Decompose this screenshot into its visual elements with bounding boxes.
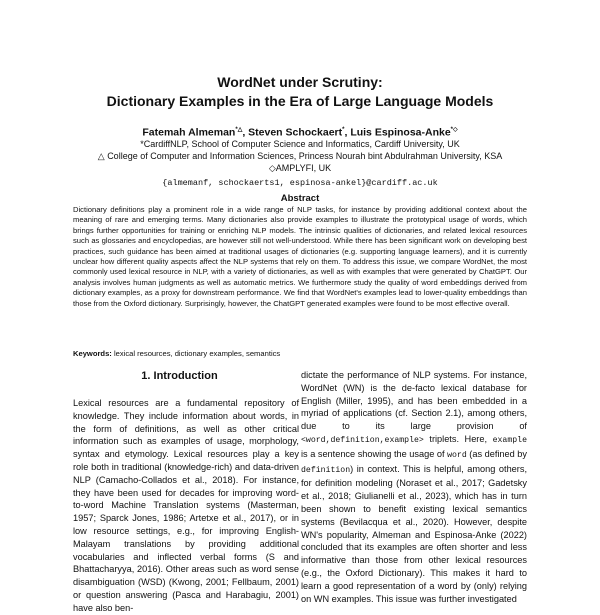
- author-marks: *: [342, 127, 345, 133]
- paragraph-text: is a sentence showing the usage of: [301, 448, 448, 459]
- section-heading: 1. Introduction: [141, 370, 218, 382]
- affiliation: *CardiffNLP, School of Computer Science and Informatics, Cardiff University, UK: [140, 139, 460, 149]
- abstract-heading: Abstract: [280, 193, 320, 204]
- author-marks: *△: [235, 127, 243, 133]
- title-line-2: Dictionary Examples in the Era of Large Language Models: [106, 93, 494, 109]
- keywords-label: Keywords:: [73, 349, 112, 358]
- left-column-text: Lexical resources are a fundamental repository of knowledge. They include information about words, in the form of definitions, as well as other critical information such as examples of usage, morphology, syntax and etymology. Lexical resources play a key role both in traditional (knowledge-rich) and data-driven NLP (Camacho-Collados et al., 2018). For instance, they have been used for decades for improving word-to-word Machine Translation systems (Masterman, 1957; Sparck Jones, 1986; Artetxe et al., 2017), or in low resource settings, e.g., for improving English-Malayam translations by providing additional vocabularies and inflected verbal forms (S and Bhattacharyya, 2016). Other areas such as word sense disambiguation (WSD) (Kwong, 2001; Fellbaum, 2001) or question answering (Pasca and Harabagiu, 2001) have also ben-: [73, 398, 299, 613]
- paragraph-text: dictate the performance of NLP systems. For instance, WordNet (WN) is the de-facto lexical database for English (Miller, 1995), and has been embedded in a myriad of applications (cf. Section 2.1), among others, due to its large provision of: [301, 370, 527, 432]
- author-marks: *◇: [450, 127, 458, 133]
- keywords-text: lexical resources, dictionary examples, semantics: [111, 349, 281, 358]
- code-example: example: [492, 435, 527, 445]
- code-definition: definition: [301, 465, 351, 475]
- author-name: Luis Espinosa-Anke: [350, 126, 451, 139]
- right-column-text: [301, 369, 527, 605]
- affiliation: ◇AMPLYFI, UK: [268, 163, 332, 173]
- code-triplet: <word,definition,example>: [301, 435, 424, 445]
- author-list: Fatemah Almeman*△, Steven Schockaert*, Luis Espinosa-Anke*◇: [142, 126, 458, 139]
- paragraph-text: triplets. Here,: [423, 433, 493, 444]
- title-line-1: WordNet under Scrutiny:: [217, 74, 383, 90]
- author-name: Fatemah Almeman: [142, 126, 236, 139]
- paper-title: [0, 73, 600, 111]
- code-word: word: [447, 450, 467, 460]
- abstract-text: Dictionary definitions play a prominent role in a wide range of NLP tasks, for instance by providing additional context about the meaning of rare and emerging terms. Many dictionaries also provide examples to illustrate the prototypical usage of words, which brings further opportunities for training or enriching NLP models. The intrinsic qualities of dictionaries, and related lexical resources such as glossaries and encyclopedias, are however still not well-understood. While there has been significant work on developing best practices, such guidance has been aimed at traditional usages of dictionaries (e.g. supporting language learners), and it is currently unclear how different quality aspects affect the NLP systems that rely on them. To address this issue, we compare WordNet, the most commonly used lexical resource in NLP, with a variety of dictionaries, as well as with examples that were generated by ChatGPT. Our analysis involves human judgments as well as automatic metrics. We furthermore study the quality of word embeddings derived from dictionary examples, as a proxy for downstream performance. We find that WordNet's examples lead to lower-quality embeddings than those from the Oxford dictionary. Surprisingly, however, the ChatGPT generated examples were found to be most effective overall.: [73, 205, 527, 308]
- author-name: Steven Schockaert: [248, 126, 343, 139]
- paragraph-text: ) in context. This is helpful, among others, for definition modeling (Noraset et al., 2017; Gadetsky et al., 2018; Giulianelli et al., 2023), which has in turn been shown to benefit existing lexical semantics systems (Bevilacqua et al., 2020). However, despite WN's popularity, Almeman and Espinosa-Anke (2022) concluded that its examples are often shorter and less informative than those from other lexical resources (e.g., the Oxford Dictionary). This makes it hard to learn a good representation of a word by (only) relying on WN examples. This issue was further investigated: [301, 463, 527, 604]
- paragraph-text: (as defined by: [466, 448, 528, 459]
- author-emails: {almemanf, schockaerts1, espinosa-ankel}@cardiff.ac.uk: [162, 178, 438, 188]
- keywords: [73, 349, 527, 359]
- affiliation: △ College of Computer and Information Sciences, Princess Nourah bint Abdulrahman University, KSA: [97, 151, 503, 161]
